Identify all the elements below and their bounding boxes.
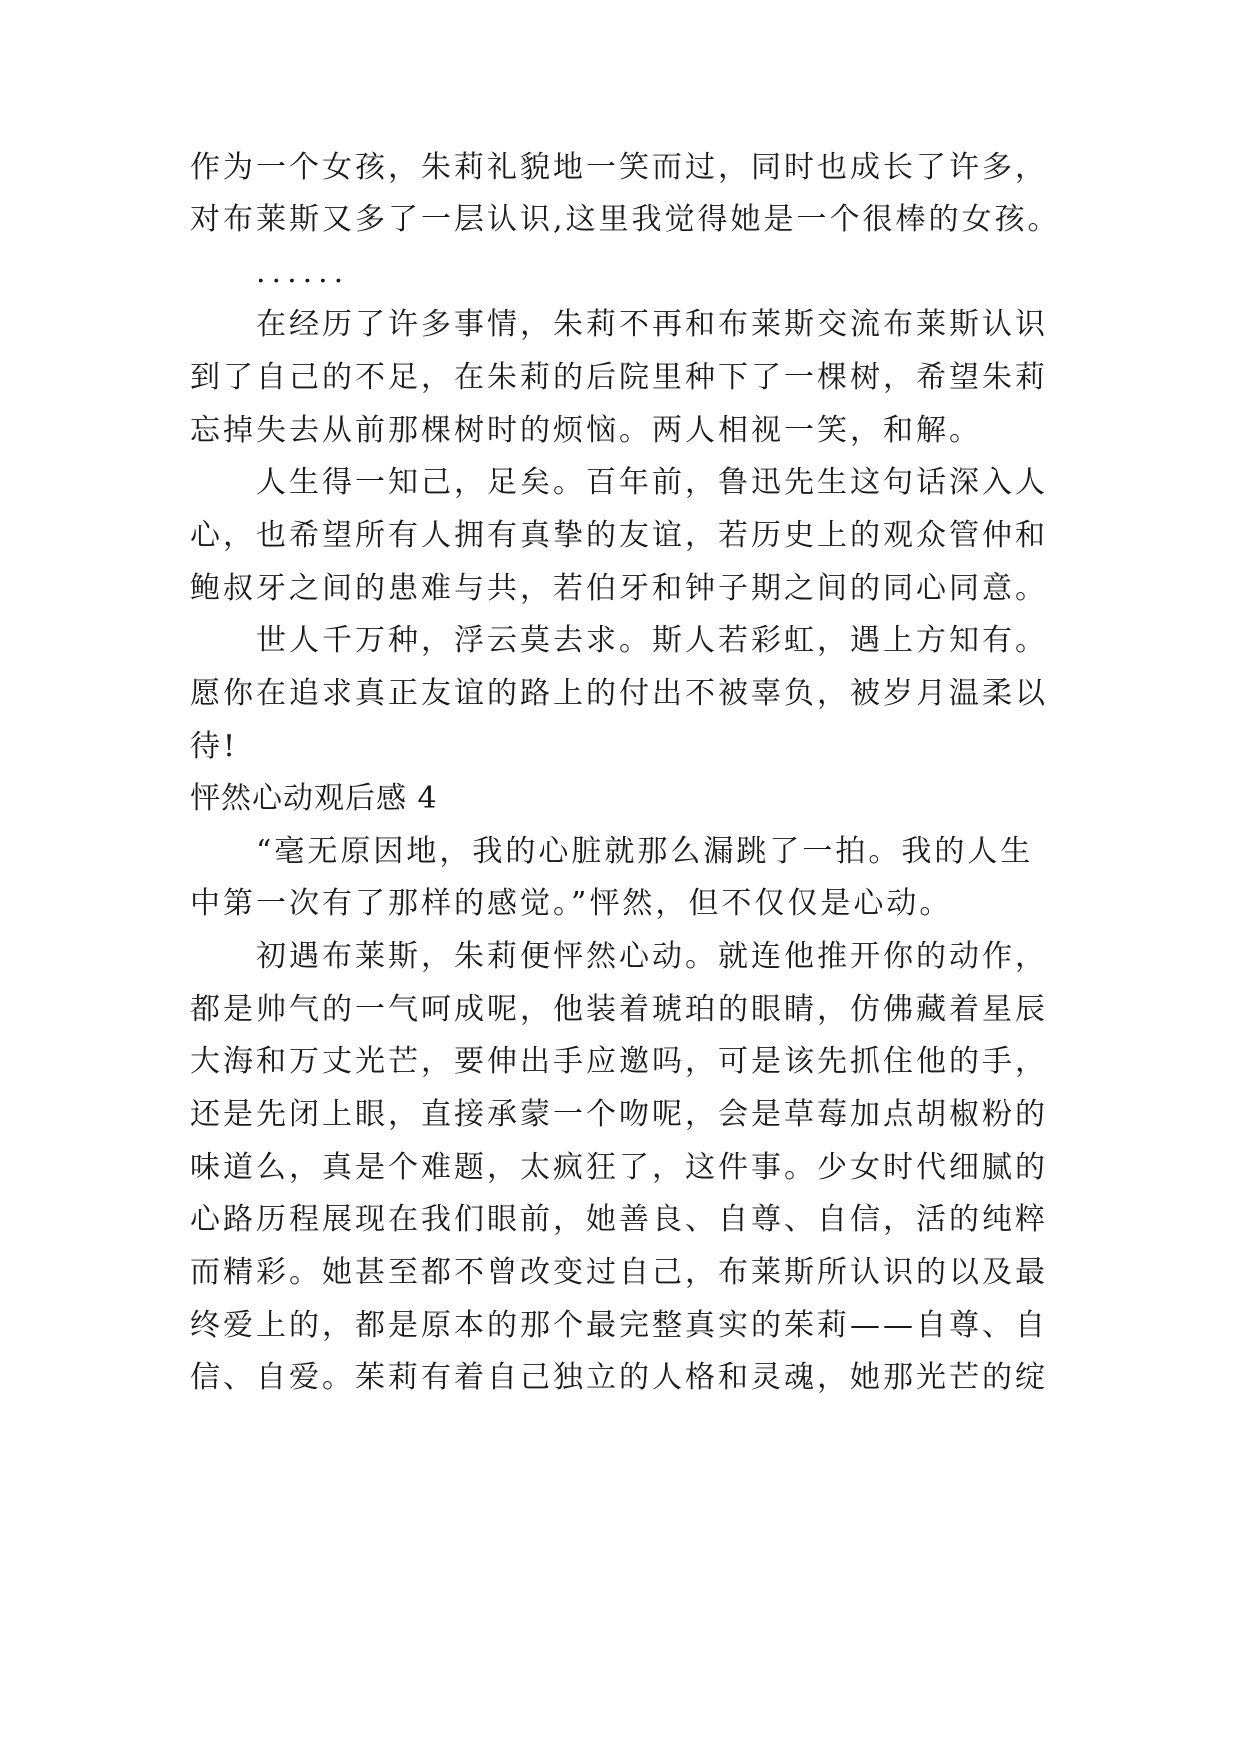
paragraph-start: 初遇布莱斯，朱莉便怦然心动。就连他推开你的动作， [256, 939, 1048, 974]
paragraph-start: “毫无原因地，我的心脏就那么漏跳了一拍。我的人生 [256, 834, 1034, 869]
text-line: 终爱上的，都是原本的那个最完整真实的茱莉——自尊、自 [190, 1308, 1048, 1343]
text-line: 都是帅气的一气呵成呢，他装着琥珀的眼睛，仿佛藏着星辰 [190, 992, 1048, 1027]
text-line: 愿你在追求真正友谊的路上的付出不被辜负，被岁月温柔以 [190, 676, 1048, 711]
text-line: 信、自爱。茱莉有着自己独立的人格和灵魂，她那光芒的绽 [190, 1360, 1048, 1395]
text-line: 心路历程展现在我们眼前，她善良、自尊、自信，活的纯粹 [190, 1202, 1048, 1237]
text-line: 中第一次有了那样的感觉。”怦然，但不仅仅是心动。 [190, 886, 953, 921]
text-line: 味道么，真是个难题，太疯狂了，这件事。少女时代细腻的 [190, 1150, 1048, 1185]
section-heading: 怦然心动观后感 4 [190, 781, 438, 816]
paragraph-start: 世人千万种，浮云莫去求。斯人若彩虹，遇上方知有。 [256, 623, 1048, 658]
text-line: 还是先闭上眼，直接承蒙一个吻呢，会是草莓加点胡椒粉的 [190, 1097, 1048, 1132]
text-line: 鲍叔牙之间的患难与共，若伯牙和钟子期之间的同心同意。 [190, 571, 1048, 606]
text-line: 作为一个女孩，朱莉礼貌地一笑而过，同时也成长了许多， [190, 150, 1048, 185]
paragraph-start: 人生得一知己，足矣。百年前，鲁迅先生这句话深入人 [256, 465, 1048, 500]
text-line: 到了自己的不足，在朱莉的后院里种下了一棵树，希望朱莉 [190, 360, 1048, 395]
text-line: 而精彩。她甚至都不曾改变过自己，布莱斯所认识的以及最 [190, 1255, 1048, 1290]
text-line: 大海和万丈光芒，要伸出手应邀吗，可是该先抓住他的手， [190, 1044, 1048, 1079]
ellipsis-line: ...... [256, 255, 350, 290]
text-line: 对布莱斯又多了一层认识,这里我觉得她是一个很棒的女孩。 [190, 202, 1061, 237]
text-line: 心，也希望所有人拥有真挚的友谊，若历史上的观众管仲和 [190, 518, 1048, 553]
paragraph-start: 在经历了许多事情，朱莉不再和布莱斯交流布莱斯认识 [256, 307, 1048, 342]
text-line: 忘掉失去从前那棵树时的烦恼。两人相视一笑，和解。 [190, 413, 982, 448]
text-line: 待! [190, 729, 239, 764]
